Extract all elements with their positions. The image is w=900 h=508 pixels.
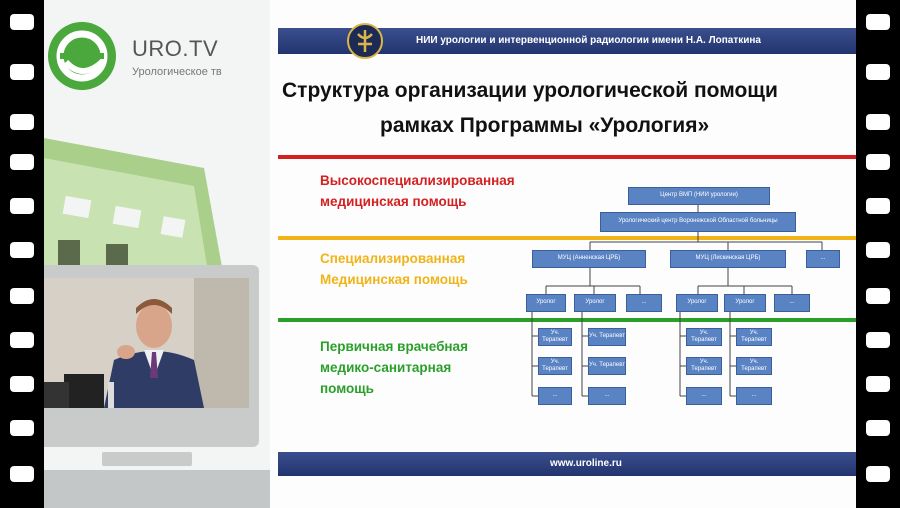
org-box-therapist: Уч. Терапевт (686, 328, 722, 346)
org-box-therapist: Уч. Терапевт (686, 357, 722, 375)
film-hole (866, 288, 890, 304)
org-box-therapist: Уч. Терапевт (588, 357, 626, 375)
level-high-tech-label: Высокоспециализированная медицинская помощь (320, 173, 515, 209)
speaker-video (44, 278, 249, 408)
film-hole (10, 242, 34, 258)
film-hole (866, 376, 890, 392)
org-box-more: ... (736, 387, 772, 405)
film-hole (10, 420, 34, 436)
film-hole (866, 332, 890, 348)
film-hole (10, 288, 34, 304)
film-hole (10, 154, 34, 170)
slide-title-line1: Структура организации урологической помощи (282, 79, 778, 102)
org-box-muc-annenskaya: МУЦ (Анненская ЦРБ) (532, 250, 646, 268)
org-box-therapist: Уч. Терапевт (736, 328, 772, 346)
org-box-therapist: Уч. Терапевт (538, 357, 572, 375)
org-box-more: ... (588, 387, 626, 405)
slide-header-text: НИИ урологии и интервенционной радиологии имени Н.А. Лопаткина (416, 35, 761, 46)
org-box-urolog: Уролог (676, 294, 718, 312)
org-box-more: ... (806, 250, 840, 268)
org-box-muc-liskinskaya: МУЦ (Лискинская ЦРБ) (670, 250, 786, 268)
film-hole (866, 466, 890, 482)
film-hole (10, 14, 34, 30)
film-hole (10, 64, 34, 80)
org-box-more: ... (686, 387, 722, 405)
urotv-logo-icon (44, 18, 124, 98)
film-strip-right (856, 0, 900, 508)
film-decoration-icon (44, 128, 270, 278)
org-box-regional-center: Урологический центр Воронежской Областной больницы (600, 212, 796, 232)
org-box-therapist: Уч. Терапевт (588, 328, 626, 346)
film-hole (866, 64, 890, 80)
presentation-slide (270, 0, 856, 508)
org-box-more: ... (774, 294, 810, 312)
org-box-vmp-center: Центр ВМП (НИИ урологии) (628, 187, 770, 205)
brand-name: URO.TV (132, 36, 219, 61)
film-hole (866, 154, 890, 170)
speaker-icon (44, 278, 249, 408)
film-hole (866, 14, 890, 30)
org-box-therapist: Уч. Терапевт (736, 357, 772, 375)
level-primary-label: Первичная врачебная медико-санитарная помощь (320, 339, 468, 396)
slide-footer-bar (278, 452, 856, 476)
org-box-therapist: Уч. Терапевт (538, 328, 572, 346)
film-hole (10, 198, 34, 214)
level-specialized-label: Специализированная Медицинская помощь (320, 251, 468, 287)
film-hole (866, 242, 890, 258)
branding-panel (44, 0, 270, 508)
film-hole (866, 114, 890, 130)
film-hole (10, 114, 34, 130)
film-hole (866, 420, 890, 436)
film-hole (10, 376, 34, 392)
film-hole (866, 198, 890, 214)
film-hole (10, 332, 34, 348)
org-box-urolog: Уролог (574, 294, 616, 312)
org-box-more: ... (626, 294, 662, 312)
brand-tagline: Урологическое тв (132, 66, 222, 78)
monitor-stand (102, 452, 192, 466)
slide-footer-url: www.uroline.ru (550, 458, 622, 469)
org-box-urolog: Уролог (724, 294, 766, 312)
org-box-urolog: Уролог (526, 294, 566, 312)
slide-title-line2: рамках Программы «Урология» (380, 114, 710, 137)
org-box-more: ... (538, 387, 572, 405)
film-hole (10, 466, 34, 482)
film-strip-left (0, 0, 44, 508)
panel-floor (44, 470, 270, 508)
